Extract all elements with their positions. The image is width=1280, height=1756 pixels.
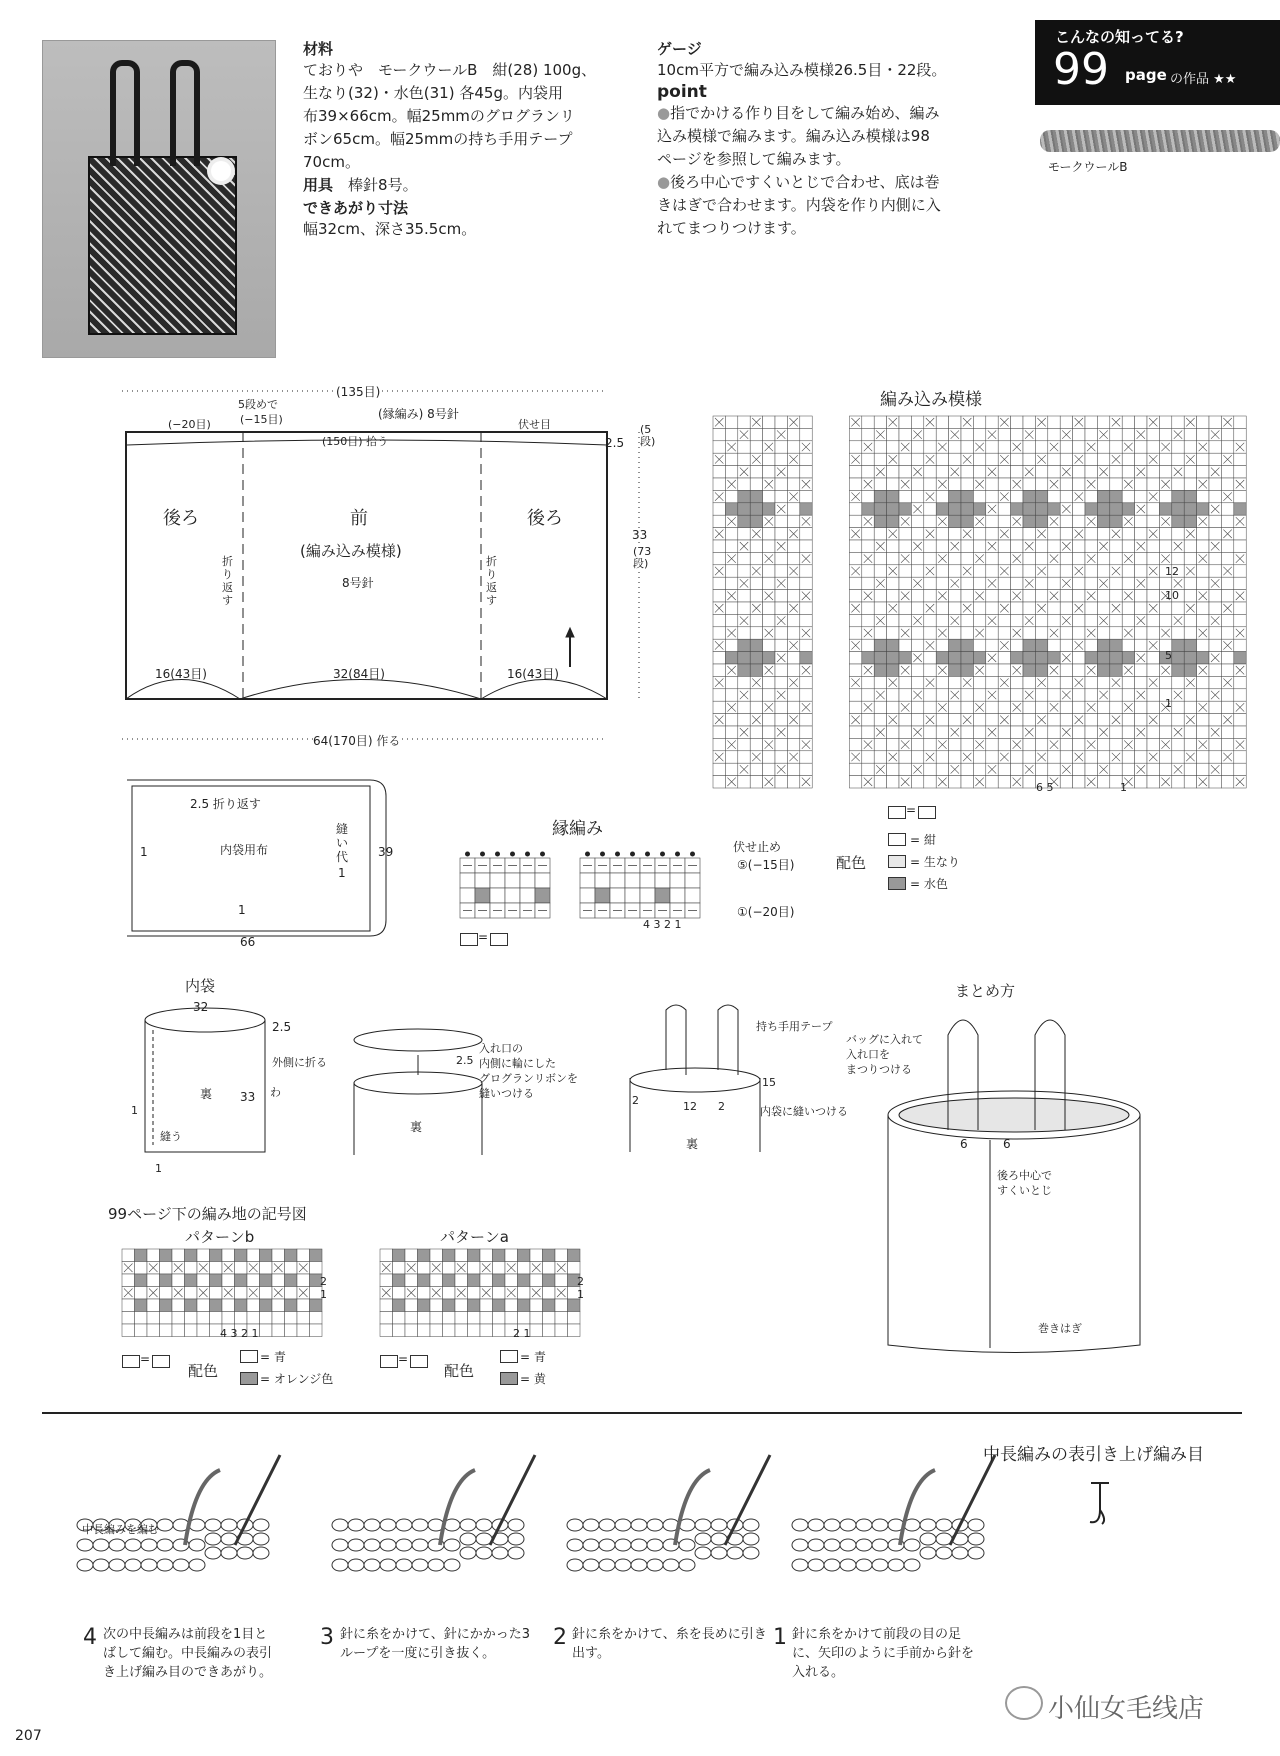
- stitch: [856, 1539, 872, 1551]
- ribbon-width: 2.5: [456, 1054, 474, 1067]
- stitch: [647, 1559, 663, 1571]
- stitch: [808, 1559, 824, 1571]
- stitch: [968, 1519, 984, 1531]
- stitch: [631, 1539, 647, 1551]
- hook-icon: [725, 1455, 770, 1545]
- row-number: 1: [577, 1288, 584, 1301]
- size-text: 幅32cm、深さ35.5cm。: [303, 220, 477, 238]
- step-line: 入れる。: [792, 1665, 845, 1680]
- stitch: [727, 1547, 743, 1559]
- stitch: [380, 1519, 396, 1531]
- pickup-label: (150目) 拾う: [322, 435, 389, 448]
- size-heading: できあがり寸法: [303, 199, 409, 217]
- back-right: 後ろ: [527, 508, 563, 529]
- stitch: [93, 1559, 109, 1571]
- step-line: ループを一度に引き抜く。: [340, 1646, 496, 1661]
- minus15-label: (−15目): [240, 413, 283, 426]
- stitch: [460, 1519, 476, 1531]
- step-line: ばして編む。中長編みの表引: [103, 1646, 273, 1661]
- materials-line: ボン65cm。幅25mmの持ち手用テープ: [303, 130, 573, 148]
- finish-six: 6: [960, 1137, 968, 1151]
- stitch: [125, 1539, 141, 1551]
- height-border-rows: (5段): [640, 423, 656, 448]
- stitch: [792, 1519, 808, 1531]
- stitch: [253, 1533, 269, 1545]
- stitch: [77, 1539, 93, 1551]
- pattern-a-cols: 2 1: [513, 1327, 531, 1340]
- stitch: [840, 1559, 856, 1571]
- edging-row-label: 伏せ止め: [733, 840, 782, 854]
- stitch: [332, 1519, 348, 1531]
- p99-title: 99ページ下の編み地の記号図: [108, 1205, 307, 1223]
- pattern-label: (編み込み模様): [300, 542, 402, 560]
- colors-title: 配色: [188, 1362, 219, 1380]
- inner-width: 32: [193, 1000, 209, 1014]
- lining-seam: 縫い代: [336, 822, 349, 864]
- tools-text: 棒針8号。: [348, 176, 418, 194]
- point-heading: point: [657, 82, 707, 102]
- finish-bottom: 巻きはぎ: [1038, 1322, 1082, 1335]
- stitch: [743, 1519, 759, 1531]
- stitch: [508, 1519, 524, 1531]
- ribbon-text: 内側に輪にした: [479, 1057, 556, 1070]
- step-number: 1: [773, 1625, 787, 1650]
- inner-wa: わ: [270, 1086, 281, 1099]
- materials-line: 布39×66cm。幅25mmのグログランリ: [303, 107, 575, 125]
- gauge-heading: ゲージ: [657, 40, 702, 58]
- hook-icon: [490, 1455, 535, 1545]
- stitch: [444, 1559, 460, 1571]
- color-navy: = 紺: [910, 833, 936, 847]
- color-b1: = 青: [260, 1350, 286, 1364]
- finish-title: まとめ方: [955, 982, 1016, 1000]
- wechat-icon: [1005, 1686, 1043, 1720]
- stitch: [679, 1559, 695, 1571]
- stitch: [460, 1533, 476, 1545]
- crochet-swatch: [77, 1455, 280, 1571]
- color-b2: = オレンジ色: [260, 1372, 334, 1386]
- stitch: [711, 1547, 727, 1559]
- inner-ura: 裏: [200, 1087, 213, 1101]
- lining-fold: 2.5 折り返す: [190, 797, 261, 811]
- edging-title: 縁編み: [552, 819, 603, 839]
- minus20-label: (−20目): [168, 418, 211, 431]
- stitch: [157, 1519, 173, 1531]
- step-line: 次の中長編みは前段を1目と: [103, 1627, 268, 1642]
- step-line: き上げ編み目のできあがり。: [103, 1665, 273, 1680]
- stitch: [615, 1519, 631, 1531]
- ribbon-text: 入れ口の: [479, 1042, 523, 1055]
- stitch: [508, 1547, 524, 1559]
- stitch: [253, 1547, 269, 1559]
- point-line: 後ろ中心ですくいとじで合わせ、底は巻: [670, 173, 940, 191]
- height-body-rows: (73段): [633, 545, 652, 570]
- crochet-swatch: [567, 1455, 770, 1571]
- row-number: 2: [320, 1275, 327, 1288]
- stitch: [332, 1559, 348, 1571]
- stitch: [904, 1539, 920, 1551]
- step-line: 針に糸をかけて前段の目の足: [792, 1627, 962, 1642]
- finish-text: 入れ口を: [846, 1048, 890, 1061]
- lining-height: 39: [378, 845, 394, 859]
- lining-margin: 1: [140, 845, 148, 859]
- stitch: [476, 1519, 492, 1531]
- color-natural: = 生なり: [910, 855, 960, 869]
- stitch: [615, 1539, 631, 1551]
- stitch: [968, 1533, 984, 1545]
- gauge-text: 10cm平方で編み込み模様26.5目・22段。: [657, 61, 947, 79]
- stitch: [125, 1559, 141, 1571]
- handle-2b: 2: [718, 1100, 725, 1113]
- edging-row-label: ①(−20目): [737, 905, 795, 919]
- key-equals: =: [398, 1352, 409, 1366]
- width-center: 32(84目): [333, 667, 385, 681]
- finish-six: 6: [1003, 1137, 1011, 1151]
- height-border: 2.5: [605, 436, 625, 450]
- width-right: 16(43目): [507, 667, 559, 681]
- step-number: 3: [320, 1625, 334, 1650]
- stitch: [364, 1559, 380, 1571]
- stitch: [743, 1533, 759, 1545]
- stitch: [567, 1539, 583, 1551]
- inner-out: 外側に折る: [272, 1056, 327, 1069]
- fold-right: 折り返す: [486, 555, 497, 607]
- stitch: [380, 1559, 396, 1571]
- stitch: [792, 1539, 808, 1551]
- stitch: [364, 1519, 380, 1531]
- stitch: [920, 1519, 936, 1531]
- steps5-label: 5段めで: [238, 398, 278, 411]
- stitch: [253, 1519, 269, 1531]
- finish-text: バッグに入れて: [846, 1033, 923, 1046]
- stitch: [93, 1539, 109, 1551]
- handle-15: 15: [762, 1076, 776, 1089]
- inner-one2: 1: [155, 1162, 162, 1175]
- stitch: [412, 1519, 428, 1531]
- point-line: きはぎで合わせます。内袋を作り内側に入: [657, 196, 941, 214]
- stitch: [583, 1539, 599, 1551]
- materials-line: 生なり(32)・水色(31) 各45g。内袋用: [303, 84, 563, 102]
- front-label: 前: [350, 508, 368, 529]
- stitch: [189, 1539, 205, 1551]
- stitch: [396, 1519, 412, 1531]
- edging-cols: 4 3 2 1: [643, 918, 682, 931]
- stitch: [840, 1539, 856, 1551]
- key-equals: =: [906, 803, 917, 817]
- stitch: [936, 1519, 952, 1531]
- stitch: [631, 1559, 647, 1571]
- handle-sew: 内袋に縫いつける: [760, 1105, 848, 1118]
- col-number: 6 5: [1036, 781, 1054, 794]
- hook-icon: [950, 1455, 995, 1545]
- stitch: [109, 1539, 125, 1551]
- handle-tape: 持ち手用テープ: [756, 1020, 833, 1033]
- stitch: [221, 1547, 237, 1559]
- stitch: [968, 1547, 984, 1559]
- finish-center: 後ろ中心で: [997, 1169, 1052, 1182]
- stitch: [205, 1519, 221, 1531]
- stitch: [856, 1519, 872, 1531]
- stitch: [157, 1559, 173, 1571]
- point-line: れてまつりつけます。: [657, 219, 806, 237]
- pattern-b-cols: 4 3 2 1: [220, 1327, 259, 1340]
- stitch: [348, 1539, 364, 1551]
- stitch: [428, 1559, 444, 1571]
- point-line: 指でかける作り目をして編み始め、編み: [670, 104, 940, 122]
- stitch: [237, 1547, 253, 1559]
- inner-fold: 2.5: [272, 1020, 292, 1034]
- badge-title: こんなの知ってる?: [1055, 28, 1184, 46]
- finish-center: すくいとじ: [997, 1184, 1052, 1197]
- lining-seam-width: 1: [338, 866, 346, 880]
- chart-title: 編み込み模様: [880, 390, 982, 410]
- pattern-b-title: パターンb: [185, 1228, 255, 1246]
- stitch: [599, 1559, 615, 1571]
- stitch: [476, 1547, 492, 1559]
- badge-number: 99: [1053, 44, 1109, 95]
- stitch: [460, 1547, 476, 1559]
- stitch: [332, 1539, 348, 1551]
- stitch: [952, 1547, 968, 1559]
- border-label: (縁編み) 8号針: [378, 407, 459, 421]
- crochet-swatch: [332, 1455, 535, 1571]
- handle-2a: 2: [632, 1094, 639, 1107]
- stitch: [396, 1559, 412, 1571]
- width-left: 16(43目): [155, 667, 207, 681]
- stitch: [888, 1559, 904, 1571]
- stitch: [711, 1519, 727, 1531]
- crochet-label: 中長編みを編む: [82, 1523, 159, 1536]
- stitch: [189, 1559, 205, 1571]
- stitch: [856, 1559, 872, 1571]
- step-caption: [572, 1625, 767, 1663]
- step-line: 針に糸をかけて、糸を長めに引き: [572, 1627, 767, 1642]
- stitch: [583, 1519, 599, 1531]
- stitch: [599, 1539, 615, 1551]
- stitch: [920, 1547, 936, 1559]
- stitch: [808, 1519, 824, 1531]
- stitch: [444, 1539, 460, 1551]
- stitch: [824, 1559, 840, 1571]
- badge-page: page: [1125, 66, 1167, 84]
- bindoff-label: 伏せ目: [518, 418, 551, 431]
- tools-heading: 用具: [303, 176, 334, 194]
- step-line: 針に糸をかけて、針にかかった3: [340, 1627, 531, 1642]
- needle-label: 8号針: [342, 576, 374, 590]
- colors-title: 配色: [836, 854, 867, 872]
- fold-left: 折り返す: [222, 555, 233, 607]
- edging-row-label: ⑤(−15目): [737, 858, 795, 872]
- row-number: 1: [1165, 697, 1172, 710]
- materials-line: ておりや モークウールB 紺(28) 100g、: [303, 61, 597, 79]
- row-number: 2: [577, 1275, 584, 1288]
- color-blue: = 水色: [910, 877, 948, 891]
- stitch: [824, 1539, 840, 1551]
- gauge-section: ゲージ 10cm平方で編み込み模様26.5目・22段。 point ●指でかける作り目をして編み始め、編み 込み模様で編みます。編み込み模様は98 ページを参照して編みます。 ●後ろ中心ですくいとじで合わせ、底は巻 きはぎで合わせます。内袋を作り内側に入 れてまつりつけます。: [657, 38, 997, 240]
- colors-title: 配色: [444, 1362, 475, 1380]
- color-a1: = 青: [520, 1350, 546, 1364]
- stitch: [872, 1519, 888, 1531]
- stitch: [936, 1547, 952, 1559]
- stitch: [631, 1519, 647, 1531]
- step-number: 2: [553, 1625, 567, 1650]
- top-width: (135目): [336, 385, 381, 399]
- row-number: 12: [1165, 565, 1179, 578]
- total-width: 64(170目) 作る: [313, 734, 401, 748]
- stitch: [840, 1519, 856, 1531]
- step-caption: [103, 1625, 272, 1682]
- hook-icon: [235, 1455, 280, 1545]
- stitch: [743, 1547, 759, 1559]
- row-number: 10: [1165, 589, 1179, 602]
- inner-sew: 縫う: [160, 1130, 182, 1143]
- row-number: 5: [1165, 649, 1172, 662]
- stitch: [364, 1539, 380, 1551]
- finish-text: まつりつける: [846, 1063, 912, 1076]
- stitch: [157, 1539, 173, 1551]
- stitch: [109, 1559, 125, 1571]
- col-number: 1: [1120, 781, 1127, 794]
- lining-label: 内袋用布: [220, 843, 269, 857]
- key-equals: =: [140, 1352, 151, 1366]
- lining-margin: 1: [238, 903, 246, 917]
- stitch: [141, 1559, 157, 1571]
- stitch: [567, 1559, 583, 1571]
- stitch: [380, 1539, 396, 1551]
- ribbon-ura: 裏: [410, 1120, 423, 1134]
- stitch: [695, 1533, 711, 1545]
- stitch: [77, 1559, 93, 1571]
- yarn-label: モークウールB: [1048, 160, 1128, 174]
- stitch: [679, 1539, 695, 1551]
- stitch: [492, 1547, 508, 1559]
- stitch: [348, 1559, 364, 1571]
- stitch: [205, 1547, 221, 1559]
- stitch: [567, 1519, 583, 1531]
- crochet-swatch: [792, 1455, 995, 1571]
- handle-ura: 裏: [686, 1137, 699, 1151]
- crochet-symbol-icon: [1085, 1480, 1115, 1530]
- stitch: [824, 1519, 840, 1531]
- stitch: [221, 1519, 237, 1531]
- edging-key: =: [478, 930, 489, 944]
- step-line: に、矢印のように手前から針を: [792, 1646, 975, 1661]
- color-a2: = 黄: [520, 1372, 546, 1386]
- stitch: [583, 1559, 599, 1571]
- height-body: 33: [632, 528, 648, 542]
- handle-12: 12: [683, 1100, 697, 1113]
- stitch: [872, 1559, 888, 1571]
- stitch: [920, 1533, 936, 1545]
- watermark: 小仙女毛线店: [1048, 1694, 1205, 1724]
- step-line: 出す。: [572, 1646, 610, 1661]
- stitch: [173, 1559, 189, 1571]
- ribbon-text: グログランリボンを: [479, 1072, 578, 1085]
- crochet-title: 中長編みの表引き上げ編み目: [983, 1445, 1204, 1465]
- stitch: [508, 1533, 524, 1545]
- stitch: [412, 1539, 428, 1551]
- inner-one: 1: [131, 1104, 138, 1117]
- stitch: [348, 1519, 364, 1531]
- stitch: [647, 1539, 663, 1551]
- point-line: 込み模様で編みます。編み込み模様は98: [657, 127, 930, 145]
- ribbon-text: 縫いつける: [479, 1087, 534, 1100]
- materials-line: 70cm。: [303, 153, 360, 171]
- stitch: [695, 1547, 711, 1559]
- step-number: 4: [83, 1625, 97, 1650]
- stitch: [396, 1539, 412, 1551]
- stitch: [663, 1559, 679, 1571]
- stitch: [599, 1519, 615, 1531]
- stitch: [205, 1533, 221, 1545]
- step-caption: [792, 1625, 974, 1682]
- stitch: [808, 1539, 824, 1551]
- stitch: [412, 1559, 428, 1571]
- back-left: 後ろ: [163, 508, 199, 529]
- stitch: [647, 1519, 663, 1531]
- step-caption: [340, 1625, 530, 1663]
- stitch: [141, 1539, 157, 1551]
- inner-title: 内袋: [185, 977, 216, 995]
- stitch: [872, 1539, 888, 1551]
- pattern-a-title: パターンa: [440, 1228, 509, 1246]
- badge-suffix: の作品 ★★: [1170, 72, 1237, 87]
- point-line: ページを参照して編みます。: [657, 150, 851, 168]
- page-number: 207: [15, 1728, 42, 1744]
- stitch: [695, 1519, 711, 1531]
- materials-heading: 材料: [303, 40, 334, 58]
- inner-height: 33: [240, 1090, 256, 1104]
- stitch: [615, 1559, 631, 1571]
- lining-width: 66: [240, 935, 256, 949]
- stitch: [792, 1559, 808, 1571]
- stitch: [904, 1559, 920, 1571]
- row-number: 1: [320, 1288, 327, 1301]
